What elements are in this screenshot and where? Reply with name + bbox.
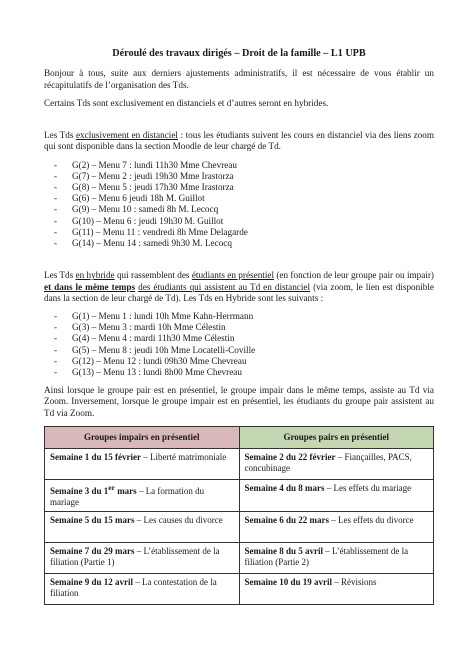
- list-item: - G(8) – Menu 5 : jeudi 17h30 Mme Irastorza: [54, 181, 234, 192]
- table-cell: Semaine 9 du 12 avril – La contestation de la filiation: [45, 573, 240, 604]
- list-item: - G(13) – Menu 13 : lundi 8h00 Mme Chevreau: [54, 367, 242, 378]
- list-item: - G(7) – Menu 2 : jeudi 19h30 Mme Irastorza: [54, 170, 234, 181]
- distanciel-list: [44, 160, 434, 250]
- explain-paragraph: Ainsi lorsque le groupe pair est en présentiel, le groupe impair dans le même temps, assiste au Td via Zoom. Inversement, lorsque le groupe impair est en présentiel, les étudiants du groupe pair assistent au Td via Zoom.: [44, 385, 434, 418]
- table-row: [45, 573, 434, 604]
- header-even-groups: Groupes pairs en présentiel: [239, 426, 434, 448]
- list-item: - G(11) – Menu 11 : vendredi 8h Mme Delagarde: [54, 226, 248, 237]
- table-row: [45, 511, 434, 542]
- table-cell: Semaine 4 du 8 mars – Les effets du mariage: [239, 479, 434, 511]
- underlined-text: étudiants en présentiel: [191, 270, 275, 281]
- list-item: - G(10) – Menu 6 : jeudi 19h30 M. Guillot: [54, 215, 224, 226]
- schedule-table: [44, 426, 434, 605]
- list-item: - G(5) – Menu 8 : jeudi 10h Mme Locatelli-Coville: [54, 344, 256, 355]
- page-title: Déroulé des travaux dirigés – Droit de la famille – L1 UPB: [112, 48, 366, 59]
- underlined-text: exclusivement en distanciel: [75, 130, 178, 141]
- list-item: - G(6) – Menu 6 jeudi 18h M. Guillot: [54, 193, 205, 204]
- underlined-bold-text: et dans le même temps: [44, 281, 136, 292]
- intro-paragraph-2: Certains Tds sont exclusivement en distanciels et d’autres seront en hybrides.: [44, 97, 329, 108]
- table-cell: Semaine 8 du 5 avril – L’établissement de la filiation (Partie 2): [239, 542, 434, 573]
- underlined-text: en hybride: [75, 270, 115, 281]
- text-segment: : tous les étudiants suivent les cours en distanciel via des liens zoom qui sont disponible dans la section Moodle de leur chargé de Td.: [44, 130, 434, 152]
- table-row: [45, 542, 434, 573]
- text-segment: Les Tds: [44, 130, 76, 141]
- table-cell: Semaine 2 du 22 février – Fiançailles, PACS, concubinage: [239, 448, 434, 479]
- list-item: - G(9) – Menu 10 : samedi 8h M. Lecocq: [54, 204, 219, 215]
- table-cell: Semaine 6 du 22 mars – Les effets du divorce: [239, 511, 434, 542]
- document-page: [44, 48, 434, 605]
- table-cell: Semaine 5 du 15 mars – Les causes du divorce: [45, 511, 240, 542]
- table-cell: Semaine 10 du 19 avril – Révisions: [239, 573, 434, 604]
- table-row: [45, 448, 434, 479]
- distanciel-paragraph: [44, 130, 434, 152]
- hybride-list: [44, 311, 434, 378]
- hybride-paragraph: Les Tds en hybride qui rassemblent des étudiants en présentiel (en fonction de leur groupe pair ou impair) et dans le même temps des étudiants qui assistent au Td en distanciel (via zoom, le lien est disponible dans la section de leur chargé de Td). Les Tds en Hybride sont les suivants :: [44, 270, 434, 303]
- table-cell: Semaine 1 du 15 février – Liberté matrimoniale: [45, 448, 240, 479]
- intro-paragraph: Bonjour à tous, suite aux derniers ajustements administratifs, il est nécessaire de vous établir un récapitulatifs de l’organisation des Tds.: [44, 68, 434, 90]
- table-row: [45, 479, 434, 511]
- table-cell: Semaine 7 du 29 mars – L’établissement de la filiation (Partie 1): [45, 542, 240, 573]
- header-odd-groups: Groupes impairs en présentiel: [45, 426, 240, 448]
- table-cell: Semaine 3 du 1er mars – La formation du mariage: [45, 479, 240, 511]
- list-item: - G(1) – Menu 1 : lundi 10h Mme Kahn-Herrmann: [54, 310, 254, 321]
- list-item: - G(2) – Menu 7 : lundi 11h30 Mme Chevreau: [54, 159, 238, 170]
- list-item: - G(14) – Menu 14 : samedi 9h30 M. Lecocq: [54, 238, 232, 249]
- underlined-text: des étudiants qui assistent au Td en distanciel: [138, 281, 311, 292]
- table-header-row: [45, 426, 434, 448]
- list-item: - G(4) – Menu 4 : mardi 11h30 Mme Célestin: [54, 333, 235, 344]
- list-item: - G(3) – Menu 3 : mardi 10h Mme Célestin: [54, 322, 226, 333]
- list-item: - G(12) – Menu 12 : lundi 09h30 Mme Chevreau: [54, 355, 247, 366]
